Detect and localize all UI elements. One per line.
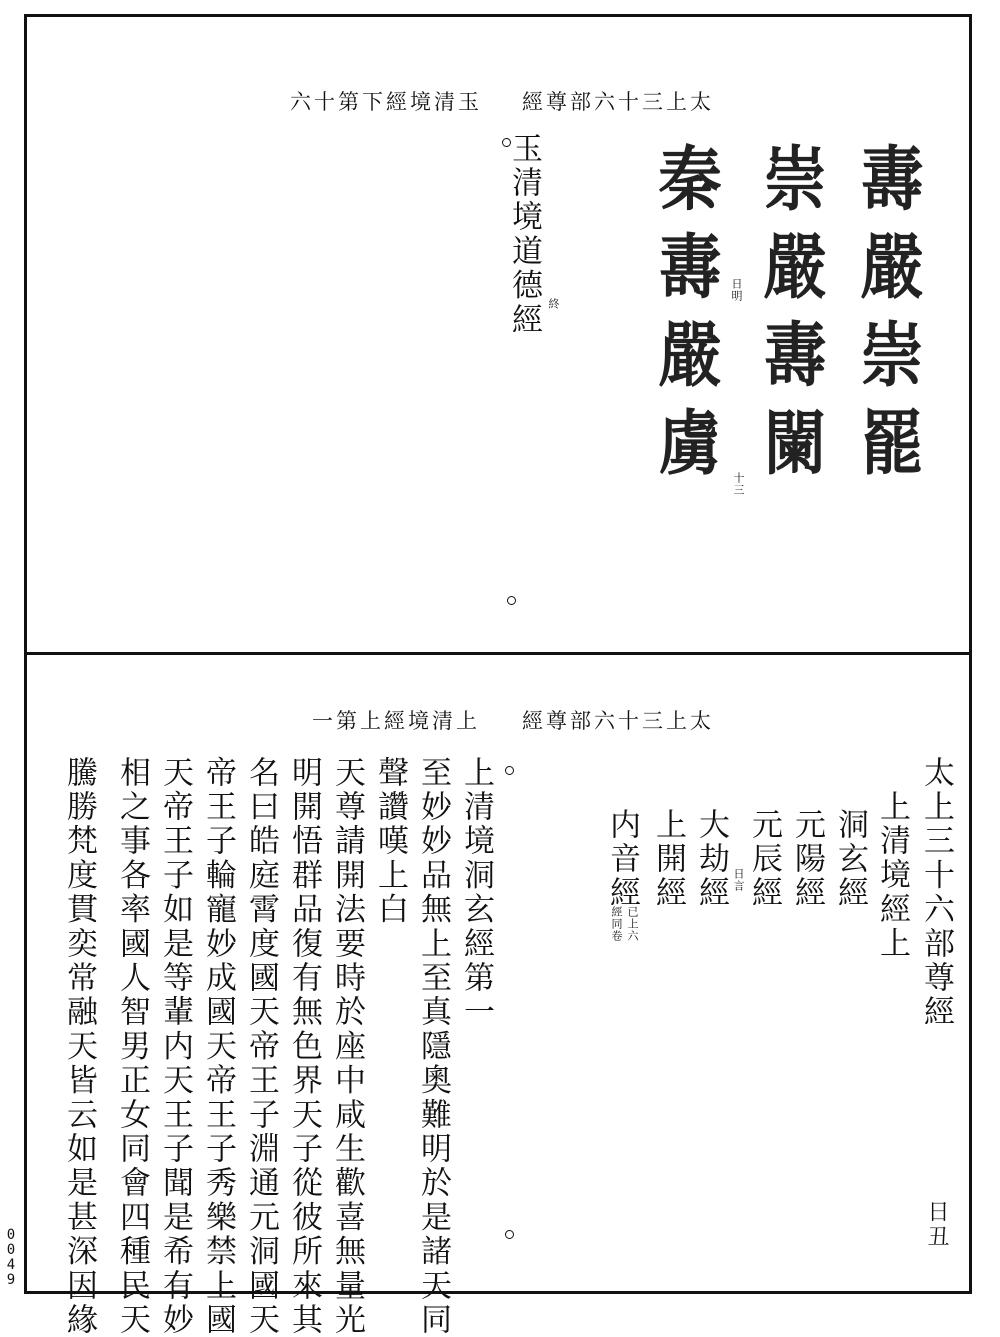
text-column-4: 天尊請開法要時於座中咸生歡喜無量光 bbox=[329, 756, 365, 1337]
toc-bottom-mark: 日丑 bbox=[924, 1200, 949, 1251]
toc-item-3: 元陽經 bbox=[789, 808, 825, 911]
text-column-6: 名曰皓庭霄度國天帝王子淵通元洞國天 bbox=[243, 756, 279, 1337]
seal-column-2: 崇嚴夀闌 bbox=[753, 142, 828, 494]
text-column-1: 上清境洞玄經第一 bbox=[458, 756, 494, 1030]
text-column-7: 帝王子輪寵妙成國天帝王子秀樂禁上國 bbox=[200, 756, 236, 1337]
top-title-column: 玉清境道德經 bbox=[506, 132, 542, 338]
top-title-note: 終 bbox=[547, 298, 560, 310]
toc-note-neiyin-1: 已上六 bbox=[626, 906, 639, 942]
top-circle-mark-bottom bbox=[507, 596, 516, 605]
toc-item-4: 元辰經 bbox=[746, 808, 782, 911]
top-header-left: 六十第下經境清玉 bbox=[290, 90, 482, 114]
page-number-digit: 4 bbox=[6, 1257, 16, 1273]
page-number-digit: 0 bbox=[6, 1242, 16, 1258]
bottom-circle-mark bbox=[505, 766, 514, 775]
text-column-10: 騰勝梵度貫奕常融天皆云如是甚深因緣 bbox=[61, 756, 97, 1337]
page-number-digit: 0 bbox=[6, 1227, 16, 1243]
page-number-digit: 9 bbox=[6, 1272, 16, 1288]
toc-item-1: 上清境經上 bbox=[874, 790, 910, 961]
toc-item-2: 洞玄經 bbox=[832, 808, 868, 911]
panel-divider bbox=[24, 652, 972, 655]
toc-item-5: 大劫經 bbox=[693, 808, 729, 911]
text-column-9: 相之事各率國人智男正女同會四種民天 bbox=[114, 756, 150, 1337]
toc-note-yuanchen: 日言 bbox=[732, 868, 745, 892]
text-column-5: 明開悟群品復有無色界天子從彼所來其 bbox=[286, 756, 322, 1337]
toc-title: 太上三十六部尊經 bbox=[918, 756, 954, 1030]
toc-note-neiyin-2: 經同卷 bbox=[610, 906, 623, 942]
text-column-3: 聲讚嘆上白 bbox=[372, 756, 408, 927]
page-number bbox=[4, 1228, 18, 1288]
bottom-circle-mark-bottom bbox=[505, 1230, 514, 1239]
top-header-right: 經尊部六十三上太 bbox=[522, 90, 714, 114]
toc-item-7: 内音經 bbox=[604, 808, 640, 911]
seal-column-1: 夀嚴崇罷 bbox=[850, 142, 925, 494]
seal-small-note-2: 十三 bbox=[732, 472, 745, 496]
seal-column-3: 秦夀嚴虜 bbox=[648, 142, 723, 494]
text-column-8: 天帝王子如是等輩内天王子聞是希有妙 bbox=[157, 756, 193, 1337]
bottom-header-right: 經尊部六十三上太 bbox=[522, 709, 714, 733]
seal-small-note-1: 日明 bbox=[730, 278, 743, 302]
text-column-2: 至妙妙品無上至真隱奧難明於是諸天同 bbox=[415, 756, 451, 1337]
toc-item-6: 上開經 bbox=[650, 808, 686, 911]
bottom-header-left: 一第上經境清上 bbox=[312, 709, 480, 733]
